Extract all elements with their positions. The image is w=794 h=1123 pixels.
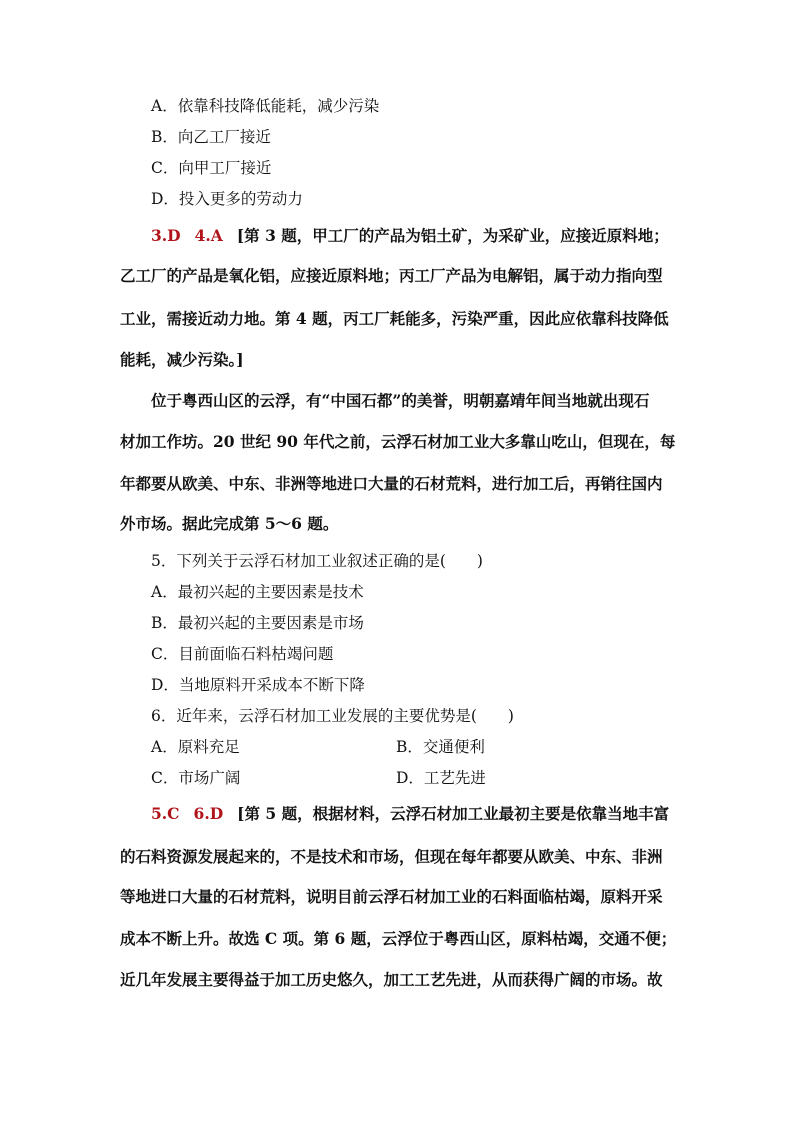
q2-option-d: D．投入更多的劳动力 (151, 190, 303, 208)
answer-label-5: 5.C (151, 804, 180, 823)
q6-stem: 6．近年来，云浮石材加工业发展的主要优势是( ) (151, 707, 514, 725)
q5-option-a: A．最初兴起的主要因素是技术 (151, 583, 364, 601)
q2-option-b: B．向乙工厂接近 (151, 128, 271, 146)
q5-stem: 5．下列关于云浮石材加工业叙述正确的是( ) (151, 552, 483, 570)
q2-option-a: A．依靠科技降低能耗，减少污染 (151, 97, 380, 115)
q6-options-row-2 (151, 768, 651, 788)
q5-option-b: B．最初兴起的主要因素是市场 (151, 614, 364, 632)
answer-3-4-line-1 (151, 226, 669, 246)
answer-5-6-text-1: [第 5 题，根据材料，云浮石材加工业最初主要是依靠当地丰富 (237, 804, 670, 823)
answer-label-3: 3.D (151, 226, 181, 245)
q6-options-row-1 (151, 737, 651, 757)
answer-3-4-line-4: 能耗，减少污染。] (120, 350, 244, 369)
answer-5-6-line-2: 的石料资源发展起来的，不是技术和市场，但现在每年都要从欧美、中东、非洲 (120, 847, 663, 866)
q6-option-b: B．交通便利 (396, 738, 485, 756)
q5-option-d: D．当地原料开采成本不断下降 (151, 676, 365, 694)
answer-5-6-line-3: 等地进口大量的石材荒料，说明目前云浮石材加工业的石料面临枯竭，原料开采 (120, 887, 663, 906)
answer-5-6-line-4: 成本不断上升。故选 C 项。第 6 题，云浮位于粤西山区，原料枯竭，交通不便； (120, 929, 677, 948)
q5-option-c: C．目前面临石料枯竭问题 (151, 645, 334, 663)
passage-line-4: 外市场。据此完成第 5～6 题。 (120, 514, 339, 533)
q6-option-c: C．市场广阔 (151, 769, 241, 787)
answer-3-4-line-3: 工业，需接近动力地。第 4 题，丙工厂耗能多，污染严重，因此应依靠科技降低 (120, 309, 669, 328)
answer-3-4-text-1: [第 3 题，甲工厂的产品为铝土矿，为采矿业，应接近原料地； (236, 226, 669, 245)
answer-3-4-line-2: 乙工厂的产品是氧化铝，应接近原料地；丙工厂产品为电解铝，属于动力指向型 (120, 266, 663, 285)
passage-line-2: 材加工作坊。20 世纪 90 年代之前，云浮石材加工业大多靠山吃山，但现在，每 (120, 432, 676, 451)
answer-label-6: 6.D (193, 804, 224, 823)
q6-option-d: D．工艺先进 (396, 769, 486, 787)
answer-5-6-line-5: 近几年发展主要得益于加工历史悠久，加工工艺先进，从而获得广阔的市场。故 (120, 970, 663, 989)
answer-5-6-line-1 (151, 804, 669, 824)
answer-label-4: 4.A (194, 226, 223, 245)
passage-line-1: 位于粤西山区的云浮，有“中国石都”的美誉，明朝嘉靖年间当地就出现石 (151, 391, 650, 410)
q6-option-a: A．原料充足 (151, 738, 240, 756)
q2-option-c: C．向甲工厂接近 (151, 159, 272, 177)
passage-line-3: 年都要从欧美、中东、非洲等地进口大量的石材荒料，进行加工后，再销往国内 (120, 474, 663, 493)
